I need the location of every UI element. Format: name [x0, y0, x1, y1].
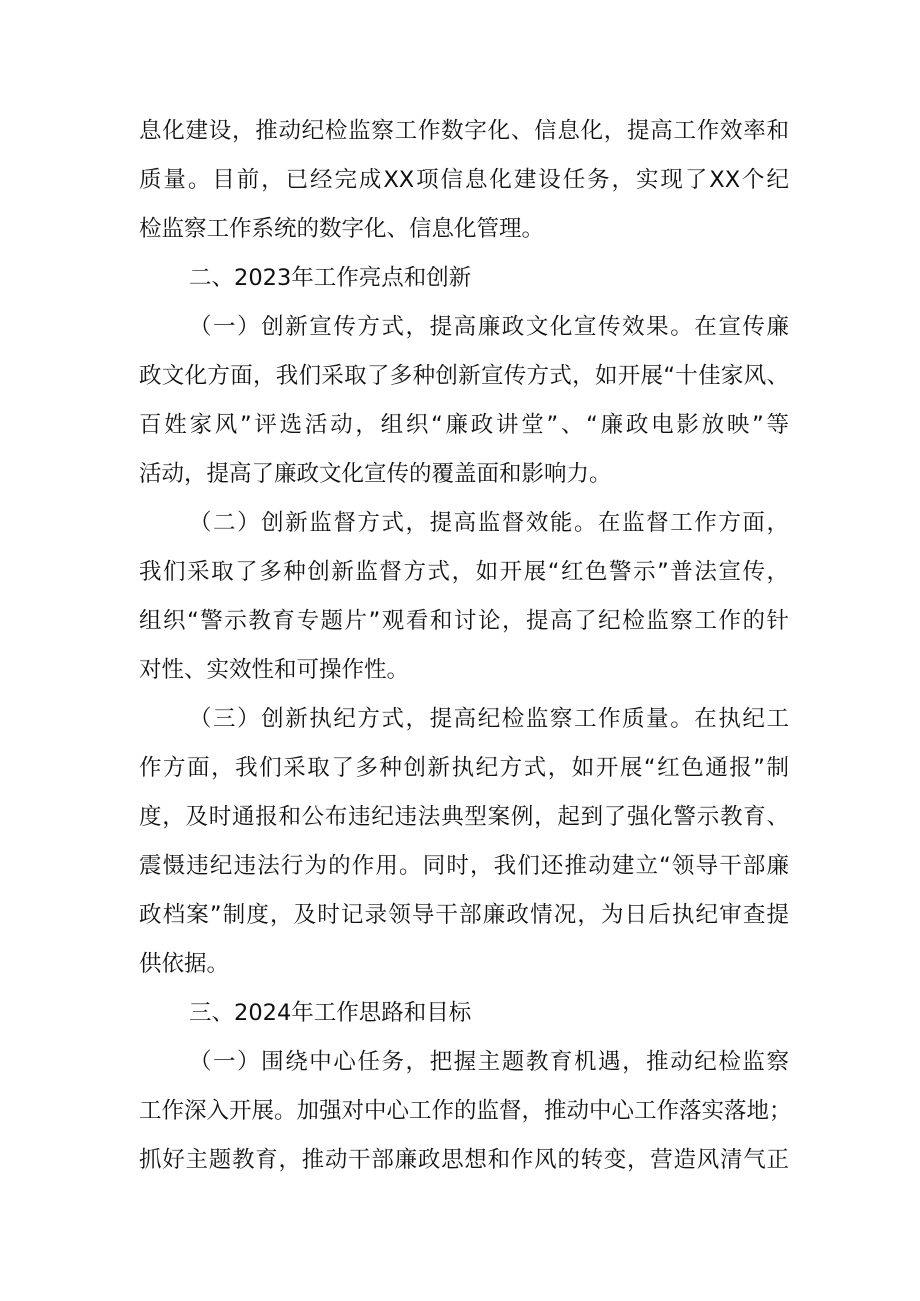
text-line: （一）围绕中心任务，把握主题教育机遇，推动纪检监察 [189, 1049, 789, 1075]
text-line: 活动，提高了廉政文化宣传的覆盖面和影响力。 [139, 461, 612, 487]
text-line: 抓好主题教育，推动干部廉政思想和作风的转变，营造风清气正 [139, 1147, 789, 1173]
text-line: 政档案”制度，及时记录领导干部廉政情况，为日后执纪审查提 [139, 902, 789, 928]
text-line: 政文化方面，我们采取了多种创新宣传方式，如开展“十佳家风、 [139, 363, 789, 389]
section-heading: 三、2024年工作思路和目标 [189, 1000, 472, 1026]
intro-paragraph [139, 107, 789, 254]
text-line: 我们采取了多种创新监督方式，如开展“红色警示”普法宣传， [139, 559, 789, 585]
paragraph [139, 303, 789, 499]
text-line: 质量。目前，已经完成XX项信息化建设任务，实现了XX个纪 [139, 167, 789, 193]
text-line: 震慑违纪违法行为的作用。同时，我们还推动建立“领导干部廉 [139, 853, 789, 879]
text-line: 息化建设，推动纪检监察工作数字化、信息化，提高工作效率和 [139, 118, 789, 144]
paragraph [139, 499, 789, 695]
text-line: （一）创新宣传方式，提高廉政文化宣传效果。在宣传廉 [189, 314, 789, 340]
text-line: 作方面，我们采取了多种创新执纪方式，如开展“红色通报”制 [139, 755, 789, 781]
text-line: 供依据。 [139, 951, 230, 977]
section-heading: 二、2023年工作亮点和创新 [189, 265, 472, 291]
paragraph [139, 695, 789, 989]
text-line: 百姓家风”评选活动，组织“廉政讲堂”、“廉政电影放映”等 [139, 412, 789, 438]
text-line: 组织“警示教育专题片”观看和讨论，提高了纪检监察工作的针 [139, 608, 789, 634]
text-line: 检监察工作系统的数字化、信息化管理。 [139, 216, 545, 242]
text-line: 对性、实效性和可操作性。 [139, 657, 410, 683]
text-line: （二）创新监督方式，提高监督效能。在监督工作方面， [189, 510, 789, 536]
paragraph [139, 1038, 792, 1185]
text-line: 工作深入开展。加强对中心工作的监督，推动中心工作落实落地； [139, 1098, 792, 1124]
document-page [139, 107, 792, 1185]
text-line: 度，及时通报和公布违纪违法典型案例，起到了强化警示教育、 [139, 804, 789, 830]
text-line: （三）创新执纪方式，提高纪检监察工作质量。在执纪工 [189, 706, 789, 732]
